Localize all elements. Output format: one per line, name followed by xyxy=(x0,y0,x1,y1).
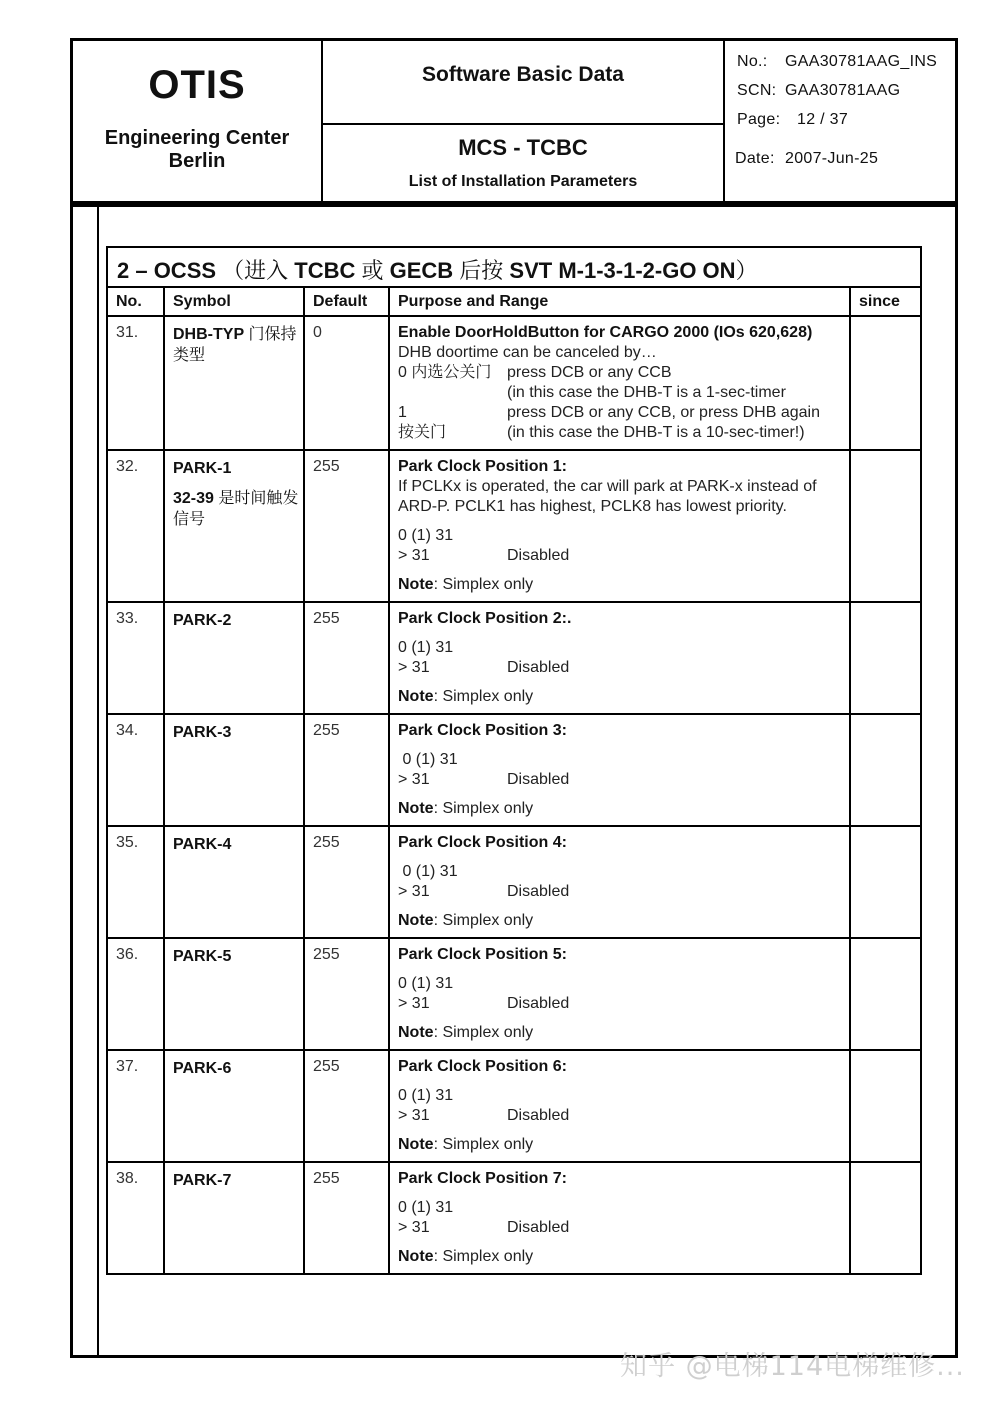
column-header-row xyxy=(107,287,921,316)
param-symbol: PARK-7 xyxy=(164,1162,304,1274)
purpose-title: Park Clock Position 4: xyxy=(398,834,567,851)
param-symbol: PARK-6 xyxy=(164,1050,304,1162)
purpose-title: Park Clock Position 5: xyxy=(398,946,567,963)
meta-no-label: No.: xyxy=(737,53,768,70)
purpose-title: Enable DoorHoldButton for CARGO 2000 (IOs 620,628) xyxy=(398,324,813,341)
range-value: Disabled xyxy=(507,995,570,1012)
department-line-2: Berlin xyxy=(168,150,226,172)
param-symbol: PARK-4 xyxy=(164,826,304,938)
range-key: > 31 xyxy=(398,995,430,1012)
source-watermark: 知乎 @电梯114电梯维修... xyxy=(620,1351,965,1382)
col-header-default: Default xyxy=(304,287,389,316)
frame-top-rule xyxy=(73,204,955,207)
symbol-code: PARK-1 xyxy=(173,460,232,477)
param-since xyxy=(850,450,921,602)
meta-page-label: Page: xyxy=(737,111,781,128)
param-purpose xyxy=(389,826,850,938)
note-text: : Simplex only xyxy=(433,688,534,705)
purpose-title: Park Clock Position 6: xyxy=(398,1058,567,1075)
note-text: : Simplex only xyxy=(433,1248,534,1265)
range-key: > 31 xyxy=(398,659,430,676)
param-since xyxy=(850,1050,921,1162)
param-since xyxy=(850,714,921,826)
note-text: : Simplex only xyxy=(433,912,534,929)
header-meta-cell xyxy=(725,41,955,201)
param-since xyxy=(850,1162,921,1274)
col-header-symbol: Symbol xyxy=(164,287,304,316)
range-line xyxy=(398,363,845,383)
param-symbol: PARK-5 xyxy=(164,938,304,1050)
symbol-note-range: 32-39 xyxy=(173,490,214,507)
table-row xyxy=(107,1050,921,1162)
param-default: 0 xyxy=(304,316,389,450)
range-key: > 31 xyxy=(398,547,430,564)
param-no: 32. xyxy=(107,450,164,602)
param-purpose xyxy=(389,938,850,1050)
range-key: 按关门 xyxy=(398,424,447,441)
table-row xyxy=(107,602,921,714)
param-default: 255 xyxy=(304,1050,389,1162)
meta-no-value: GAA30781AAG_INS xyxy=(785,53,938,70)
range-line xyxy=(398,770,845,790)
department xyxy=(73,127,321,173)
header-title-top xyxy=(323,41,723,125)
param-no: 34. xyxy=(107,714,164,826)
range-line: 0 (1) 31 xyxy=(398,1199,454,1216)
section-hint-key3: SVT M-1-3-1-2-GO ON xyxy=(509,258,736,283)
purpose-desc: DHB doortime can be canceled by… xyxy=(398,344,657,361)
section-hint-open: （进入 xyxy=(216,258,295,283)
range-value: (in this case the DHB-T is a 1-sec-timer xyxy=(507,384,786,401)
param-no: 37. xyxy=(107,1050,164,1162)
param-purpose xyxy=(389,1050,850,1162)
param-since xyxy=(850,826,921,938)
param-no: 35. xyxy=(107,826,164,938)
section-title xyxy=(107,247,921,287)
meta-date-value: 2007-Jun-25 xyxy=(785,150,879,167)
range-line xyxy=(398,1106,845,1126)
range-line: 0 (1) 31 xyxy=(398,751,458,768)
param-no: 36. xyxy=(107,938,164,1050)
range-line: 0 (1) 31 xyxy=(398,1087,454,1104)
param-purpose xyxy=(389,1162,850,1274)
range-line: 0 (1) 31 xyxy=(398,639,454,656)
note-line xyxy=(398,1023,845,1043)
header-title-cell xyxy=(323,41,725,201)
frame-margin-rule xyxy=(97,204,99,1355)
section-name: 2 – OCSS xyxy=(117,258,217,283)
meta-doc-number xyxy=(737,53,937,71)
module-name: MCS - TCBC xyxy=(458,135,588,160)
meta-scn xyxy=(737,82,900,100)
symbol-cn-note: 门保持类型 xyxy=(173,326,297,364)
symbol-note xyxy=(173,488,299,530)
range-line xyxy=(398,994,845,1014)
table-row xyxy=(107,714,921,826)
param-since xyxy=(850,316,921,450)
param-symbol: PARK-3 xyxy=(164,714,304,826)
note-line xyxy=(398,1135,845,1155)
range-value: Disabled xyxy=(507,1219,570,1236)
range-line xyxy=(398,403,845,423)
note-label: Note xyxy=(398,800,434,817)
param-purpose xyxy=(389,316,850,450)
note-label: Note xyxy=(398,1024,434,1041)
range-value: press DCB or any CCB xyxy=(507,364,672,381)
note-line xyxy=(398,575,845,595)
section-hint-press: 后按 xyxy=(453,258,510,283)
range-value: Disabled xyxy=(507,883,570,900)
range-line xyxy=(398,882,845,902)
param-default: 255 xyxy=(304,826,389,938)
note-label: Note xyxy=(398,576,434,593)
section-hint-key1: TCBC xyxy=(294,258,356,283)
param-no: 31. xyxy=(107,316,164,450)
table-row xyxy=(107,1162,921,1274)
range-value: Disabled xyxy=(507,547,570,564)
header-company-cell xyxy=(73,41,323,201)
range-value: Disabled xyxy=(507,771,570,788)
company-brand: OTIS xyxy=(148,63,246,107)
range-key: > 31 xyxy=(398,1219,430,1236)
table-row xyxy=(107,826,921,938)
note-label: Note xyxy=(398,1248,434,1265)
range-line xyxy=(398,383,845,403)
col-header-purpose: Purpose and Range xyxy=(389,287,850,316)
purpose-title: Park Clock Position 7: xyxy=(398,1170,567,1187)
range-line xyxy=(398,658,845,678)
meta-scn-value: GAA30781AAG xyxy=(785,82,901,99)
param-purpose xyxy=(389,714,850,826)
meta-date-label: Date: xyxy=(735,150,775,167)
param-purpose xyxy=(389,602,850,714)
range-key: > 31 xyxy=(398,1107,430,1124)
range-line: 0 (1) 31 xyxy=(398,527,454,544)
param-default: 255 xyxy=(304,714,389,826)
note-text: : Simplex only xyxy=(433,1024,534,1041)
param-default: 255 xyxy=(304,450,389,602)
document-subtitle: List of Installation Parameters xyxy=(408,173,638,190)
note-line xyxy=(398,799,845,819)
range-key: > 31 xyxy=(398,771,430,788)
document-title: Software Basic Data xyxy=(422,63,624,86)
range-value: Disabled xyxy=(507,1107,570,1124)
param-since xyxy=(850,938,921,1050)
note-line xyxy=(398,1247,845,1267)
table-row xyxy=(107,450,921,602)
section-hint-close: ） xyxy=(735,258,758,283)
note-label: Note xyxy=(398,1136,434,1153)
meta-page xyxy=(737,111,848,129)
note-label: Note xyxy=(398,688,434,705)
purpose-title: Park Clock Position 3: xyxy=(398,722,567,739)
note-line xyxy=(398,687,845,707)
range-key xyxy=(398,383,507,403)
meta-date xyxy=(735,150,878,168)
param-since xyxy=(850,602,921,714)
symbol-code: DHB-TYP xyxy=(173,326,245,343)
purpose-title: Park Clock Position 1: xyxy=(398,458,567,475)
range-value: press DCB or any CCB, or press DHB again xyxy=(507,404,820,421)
section-hint-key2: GECB xyxy=(389,258,454,283)
table-row xyxy=(107,316,921,450)
range-line xyxy=(398,546,845,566)
table-row xyxy=(107,938,921,1050)
range-key: > 31 xyxy=(398,883,430,900)
param-no: 38. xyxy=(107,1162,164,1274)
note-text: : Simplex only xyxy=(433,1136,534,1153)
param-purpose xyxy=(389,450,850,602)
param-no: 33. xyxy=(107,602,164,714)
meta-scn-label: SCN: xyxy=(737,82,777,99)
range-key: 1 xyxy=(398,404,407,421)
meta-page-value: 12 / 37 xyxy=(797,111,849,128)
range-value: (in this case the DHB-T is a 10-sec-timer!) xyxy=(507,424,805,441)
purpose-title: Park Clock Position 2:. xyxy=(398,610,572,627)
param-default: 255 xyxy=(304,602,389,714)
range-value: Disabled xyxy=(507,659,570,676)
range-line xyxy=(398,1218,845,1238)
section-hint-or: 或 xyxy=(355,258,390,283)
department-line-1: Engineering Center xyxy=(104,127,290,149)
note-text: : Simplex only xyxy=(433,576,534,593)
symbol-note-cn: 是时间触发信号 xyxy=(173,490,299,528)
range-key: 0 内选公关门 xyxy=(398,364,492,381)
purpose-desc: If PCLKx is operated, the car will park at PARK-x instead of ARD-P. PCLK1 has highest, PCLK8 has lowest priority. xyxy=(398,478,817,515)
range-line xyxy=(398,423,845,443)
parameter-table xyxy=(106,246,922,1275)
note-label: Note xyxy=(398,912,434,929)
param-default: 255 xyxy=(304,1162,389,1274)
range-line: 0 (1) 31 xyxy=(398,863,458,880)
document-header xyxy=(70,38,958,204)
param-symbol: PARK-2 xyxy=(164,602,304,714)
range-line: 0 (1) 31 xyxy=(398,975,454,992)
note-text: : Simplex only xyxy=(433,800,534,817)
param-symbol xyxy=(164,450,304,602)
note-line xyxy=(398,911,845,931)
col-header-since: since xyxy=(850,287,921,316)
param-symbol xyxy=(164,316,304,450)
col-header-no: No. xyxy=(107,287,164,316)
param-default: 255 xyxy=(304,938,389,1050)
